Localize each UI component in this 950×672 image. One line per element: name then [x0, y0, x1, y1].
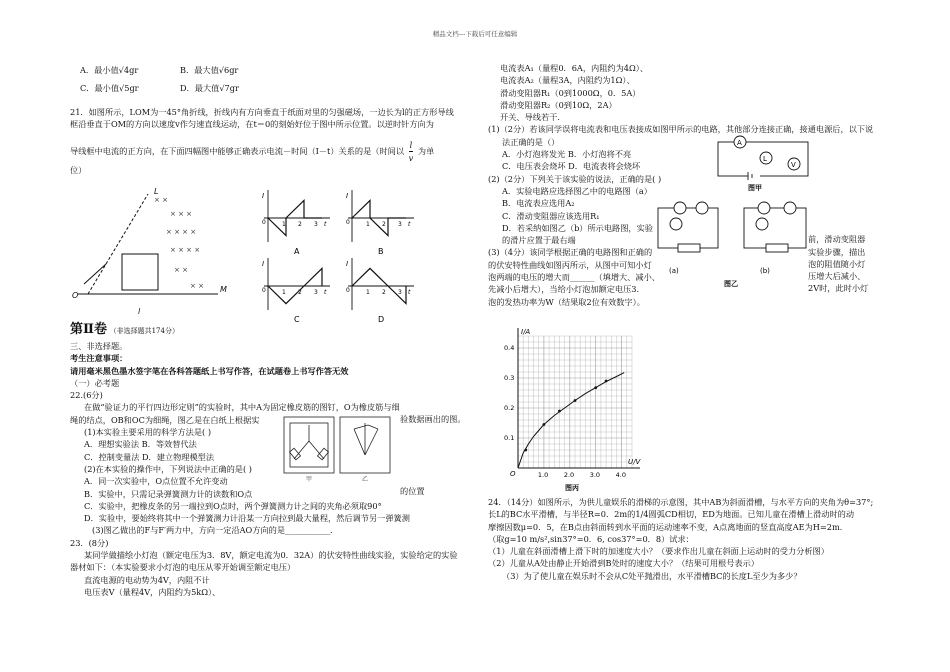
section-2-note: （非选择题共174分）	[109, 327, 179, 336]
part3-line: 泡的发热功率为W（结果取2位有效数字）。	[488, 296, 645, 307]
equipment-line: 开关、导线若干．	[500, 112, 566, 123]
q22-line: (3)图乙做出的F与F′两力中，方向一定沿AO方向的是___________．	[92, 525, 339, 536]
part1-line: C．电压表会烧坏 D．电流表将会烧坏	[502, 161, 641, 172]
part2-side-text: 前，滑动变阻器	[808, 233, 866, 244]
tick-label: 2	[298, 221, 302, 229]
q23-line: 某同学做描绘小灯泡（额定电压为3．8V，额定电流为0．32A）的伏安特性曲线实验，实验给定的实验	[84, 550, 458, 561]
axis-label-t: t	[324, 221, 327, 229]
part2-line: 的滑片应置于最右端	[502, 235, 576, 246]
q22-side-text: 的位置	[400, 486, 425, 497]
label-side-l: l	[138, 307, 141, 317]
tick-label: 1	[282, 221, 286, 229]
q24-line: 长L的BC水平滑槽，与半径R=0．2m的1/4圆弧CD相切，ED为地面。已知儿童在滑槽上滑动时的动	[488, 509, 855, 520]
notice-body: 请用毫米黑色墨水签字笔在各科答题纸上书写作答，在试题卷上书写作答无效	[70, 365, 349, 376]
magnetic-field-diagram	[72, 187, 227, 316]
data-points	[524, 380, 607, 452]
tick-label: 2	[382, 221, 386, 229]
q23-part1	[488, 123, 888, 172]
part3-side: 泡的阻值随小灯	[808, 259, 866, 270]
equipment-list	[488, 62, 888, 123]
section-2	[70, 320, 470, 340]
label-m: M	[220, 285, 227, 295]
fig-yi-label: 图乙	[724, 280, 738, 288]
q24-line: （3）为了使儿童在娱乐时不会从C处平抛滑出，水平滑槽BC的长度L至少为多少？	[502, 570, 802, 581]
fig-a-label: (a)	[669, 267, 679, 275]
graph-label: A	[294, 247, 300, 257]
section-2-title: 第Ⅱ卷	[70, 322, 107, 338]
axis-label-i: I	[346, 192, 349, 201]
it-graph	[262, 190, 330, 256]
q24	[488, 496, 888, 582]
q24-line: 24．（14分）如图所示，为供儿童娱乐的滑梯的示意图，其中AB为斜面滑槽，与水平方向的夹角为θ=37°;	[488, 497, 874, 507]
q21-line: 位）	[70, 165, 87, 176]
required-heading: （一）必考题	[70, 377, 120, 388]
data-point	[524, 449, 527, 452]
axis-label-t: t	[408, 289, 411, 297]
q22-line: B．实验中，只需记录弹簧测力计的读数和O点	[84, 488, 253, 499]
tick-label: 3	[314, 221, 318, 229]
data-point	[605, 380, 608, 383]
y-tick-label: 0.2	[504, 404, 515, 412]
graph-label: D	[378, 315, 385, 325]
fig-b-label: (b)	[760, 267, 770, 275]
q21-unit: 为单	[417, 145, 435, 156]
part3-side: 2V时，此时小灯	[808, 283, 869, 294]
left-column	[70, 62, 470, 598]
voltmeter-label: V	[791, 161, 796, 169]
part2-line: B．电流表应选用A₂	[502, 198, 575, 209]
part2-line: A．实验电路应选择图乙中的电路图（a）	[502, 185, 652, 196]
q24-line: （1）儿童在斜面滑槽上滑下时的加速度大小？（要求作出儿童在斜面上运动时的受力分析图）	[488, 546, 829, 557]
it-graphs	[262, 190, 414, 324]
svg-text:× × ×: × × ×	[170, 210, 193, 219]
q23	[70, 537, 470, 598]
svg-text:× ×: × ×	[154, 196, 168, 205]
fraction-numerator: l	[409, 139, 414, 152]
svg-text:× × × ×: × × × ×	[166, 228, 197, 237]
q20-option-a: A．最小值√4gr	[80, 65, 139, 75]
q21-line-text: 导线框中电流的正方向，在下面四幅图中能够正确表示电流－时间（I－t）关系的是（时间以	[70, 145, 405, 156]
q20-option-b: B．最大值√6gr	[180, 65, 239, 75]
q20-option-c: C．最小值√5gr	[80, 83, 139, 93]
part2-line: (2)（2分）下列关于该实验的说法，正确的是( )	[488, 173, 662, 184]
part3-side: 压增大后减小、	[808, 271, 866, 282]
q24-line: （2）儿童从A处由静止开始滑到B处时的速度大小？（结果可用根号表示）	[488, 558, 759, 569]
tick-label: 3	[398, 289, 402, 297]
axis-label-i: I	[346, 260, 349, 269]
axis-label-t: t	[324, 289, 327, 297]
x-tick-label: 4.0	[615, 471, 626, 479]
tick-label: 3	[398, 221, 402, 229]
svg-text:× ×: × ×	[174, 266, 188, 275]
tick-0: 0	[346, 287, 350, 295]
q22-line: C．控制变量法 D．建立物理模型法	[84, 451, 215, 462]
tick-0: 0	[262, 287, 266, 295]
q22-line: 在做“验证力的平行四边形定则”的实验时，其中A为固定橡皮筋的图钉，O为橡皮筋与细	[84, 402, 400, 413]
part1-line: A．小灯泡将发光 B．小灯泡将不亮	[502, 149, 632, 160]
q20-option-d: D．最大值√7gr	[180, 83, 239, 93]
equipment-line: 滑动变阻器R₁（0到1000Ω，0．5A）	[500, 87, 641, 98]
x-axis-label: U/V	[628, 458, 641, 466]
q22-line: (2)在本实验的操作中，下列说法中正确的是( )	[84, 463, 252, 474]
lamp-label: L	[763, 155, 767, 163]
q23-line: 器材如下：（本实验要求小灯泡的电压从零开始调至额定电压）	[70, 562, 296, 573]
label-o: O	[72, 291, 79, 301]
q22-line: (1)本实验主要采用的科学方法是( )	[84, 427, 212, 438]
y-tick-label: 0.3	[504, 374, 515, 382]
x-tick-label: 3.0	[589, 471, 601, 479]
part2-line: D．若采纳如图乙（b）所示电路图，实验	[502, 222, 653, 233]
it-graph	[262, 258, 330, 324]
q21	[70, 106, 470, 176]
data-point	[543, 423, 546, 426]
circuit-yi	[654, 200, 824, 290]
fig-jia-label: 图甲	[748, 184, 762, 192]
tick-label: 3	[314, 289, 318, 297]
equipment-line: 滑动变阻器R₂（0到10Ω，2A）	[500, 99, 617, 110]
axis-label-i: I	[262, 192, 265, 201]
it-graph	[346, 258, 414, 324]
page-header: 精品文档---下载后可任意编辑	[432, 30, 518, 38]
graph-label: B	[378, 247, 384, 257]
tick-label: 1	[282, 289, 286, 297]
label-l: L	[154, 187, 159, 197]
chart-grid	[518, 336, 632, 468]
q24-line: 摩擦因数μ=0．5，在B点由斜面转到水平面的运动速率不变，A点离地面的竖直高度AE为H=2m．	[488, 521, 848, 532]
q22-line: 绳的结点，OB和OC为细绳，图乙是在白纸上根据实	[70, 414, 260, 425]
q21-figures	[70, 176, 470, 325]
circuit-jia	[708, 134, 828, 194]
axis-label-t: t	[408, 221, 411, 229]
part3-side: 实验步骤，描出	[808, 247, 866, 258]
q22	[70, 389, 470, 537]
velocity-arrow	[84, 264, 106, 284]
equipment-line: 电流表A₂（量程3A，内阻约为1Ω）、	[500, 75, 635, 86]
equipment-line: 电流表A₁（量程0．6A，内阻约为4Ω）、	[500, 63, 649, 73]
data-point	[558, 410, 561, 413]
data-point	[594, 386, 597, 389]
ammeter-label: A	[737, 139, 742, 147]
fig-bing-label: 图丙	[565, 484, 579, 492]
q24-line: （取g=10 m/s²,sin37°=0．6, cos37°=0．8）试求：	[488, 533, 694, 544]
x-tick-label: 2.0	[563, 471, 575, 479]
y-tick-label: 0.1	[504, 434, 515, 442]
y-axis-label: I/A	[521, 328, 531, 336]
tick-label: 1	[366, 221, 370, 229]
iv-curve	[518, 373, 624, 468]
q22-figure	[282, 415, 394, 483]
q21-line: 21．如图所示，LOM为一45°角折线，折线内有方向垂直于纸面对里的匀强磁场，一边长为l的正方形导线	[70, 107, 454, 117]
part3-line: 泡两端的电压的增大而______（填增大、减小、	[488, 272, 660, 283]
tick-0: 0	[262, 219, 266, 227]
q21-fraction	[409, 139, 414, 165]
q22-side-text: 验数据画出的图。	[400, 414, 466, 425]
part1-line: 法正确的是（）	[502, 136, 560, 147]
q22-line: C．实验中，把橡皮条的另一端拉到O点时，两个弹簧测力计之间的夹角必须取90°	[84, 500, 382, 511]
section-3-heading: 三、非选择题。	[70, 340, 128, 351]
q23-line: 电压表V（量程4V，内阻约为5kΩ）、	[84, 586, 221, 597]
q21-line: 框沿垂直于OM的方向以速度v作匀速直线运动，在t＝0的刻始好位于图中所示位置。以逆时针方向为	[70, 119, 434, 130]
q22-line: A．理想实验法 B．等效替代法	[84, 439, 197, 450]
q23-line: 23．(8分)	[70, 537, 109, 548]
tick-label: 2	[382, 289, 386, 297]
graph-label: C	[294, 315, 300, 325]
data-point	[574, 399, 577, 402]
svg-text:× × × ×: × × × ×	[170, 246, 201, 255]
svg-text:× ×: × ×	[190, 282, 204, 291]
origin-label: O	[510, 470, 516, 478]
fraction-denominator: v	[408, 152, 414, 163]
q20-options	[70, 62, 470, 96]
q21-line	[70, 139, 470, 165]
it-graph	[346, 190, 414, 256]
tick-label: 2	[298, 289, 302, 297]
square-loop	[122, 254, 158, 290]
q22-line: A．同一次实验中，O点位置不允许变动	[84, 476, 228, 487]
q22-line: D．实验中，要始终将其中一个弹簧测力计沿某一方向拉到最大量程，然后调节另一弹簧测	[84, 513, 410, 524]
notice-title: 考生注意事项：	[70, 353, 128, 364]
fig22-label-jia: 甲	[306, 476, 313, 484]
part3-line: 先减小后增大），当给小灯泡加额定电压3.	[488, 284, 640, 295]
part3-line: 的伏安特性曲线如图丙所示，从图中可知小灯	[488, 259, 652, 270]
fig22-label-yi: 乙	[362, 476, 369, 484]
q22-line: 22.(6分)	[70, 390, 103, 401]
y-tick-label: 0.4	[504, 344, 515, 352]
x-tick-label: 1.0	[537, 471, 549, 479]
axis-label-i: I	[262, 260, 265, 269]
part2-line: C．滑动变阻器应该选用R₁	[502, 210, 600, 221]
right-column	[488, 62, 888, 581]
tick-0: 0	[346, 219, 350, 227]
iv-chart	[496, 318, 646, 498]
chart-ticks	[504, 344, 626, 479]
part3-line: (3)（4分）该同学根据正确的电路图和正确的	[488, 247, 653, 258]
tick-label: 1	[366, 289, 370, 297]
q23-line: 直流电源的电动势为4V，内阻不计	[84, 574, 210, 585]
ol-line	[88, 194, 148, 294]
part1-line: (1)（2分）若该同学误将电流表和电压表接成如图甲所示的电路，其他部分连接正确，接通电源后，以下说	[488, 124, 874, 135]
